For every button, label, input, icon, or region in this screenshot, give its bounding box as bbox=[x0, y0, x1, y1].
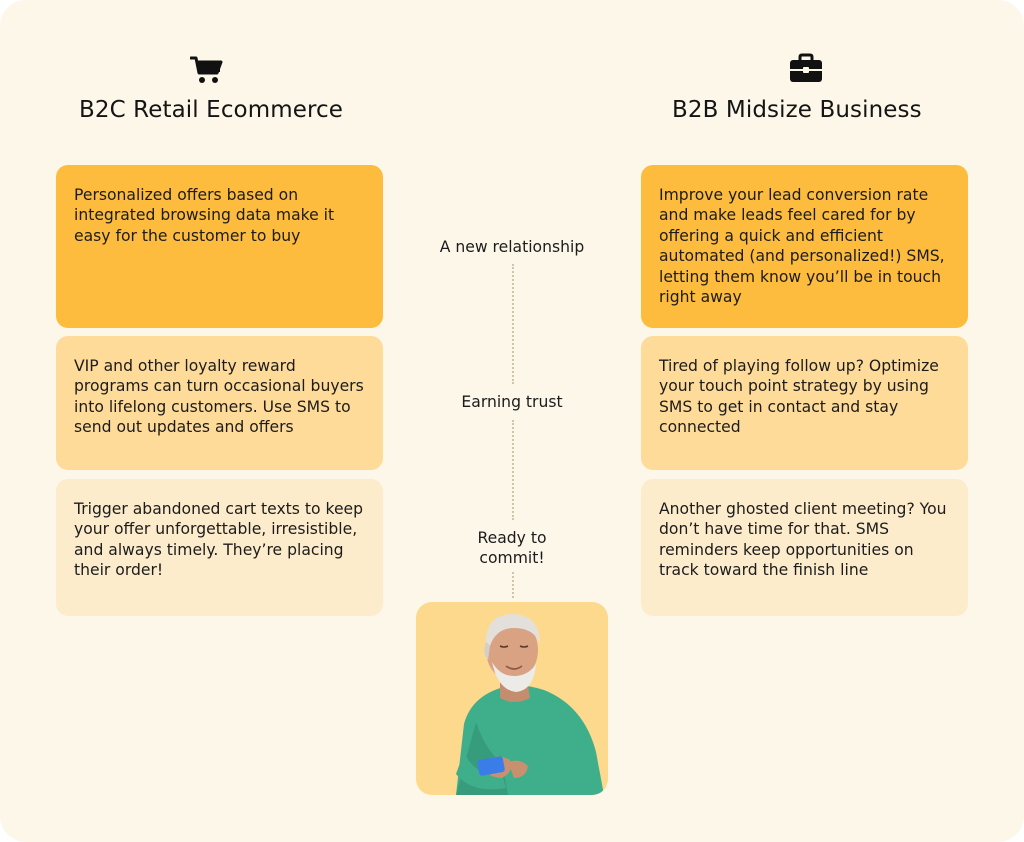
left-card-relationship bbox=[56, 165, 383, 328]
right-card-trust bbox=[641, 336, 968, 470]
briefcase-icon bbox=[789, 53, 823, 85]
stage-label-relationship: A new relationship bbox=[439, 238, 585, 256]
right-column-title: B2B Midsize Business bbox=[672, 97, 922, 123]
dotted-connector bbox=[512, 420, 514, 520]
shopping-cart-icon bbox=[190, 55, 224, 85]
dotted-connector bbox=[512, 264, 514, 384]
left-card-commit bbox=[56, 479, 383, 616]
right-card-relationship bbox=[641, 165, 968, 328]
card-text: Personalized offers based on integrated browsing data make it easy for the customer to buy bbox=[74, 186, 335, 245]
card-text: VIP and other loyalty reward programs can turn occasional buyers into lifelong customers. Use SMS to send out updates and offers bbox=[74, 357, 364, 437]
man-with-phone-illustration bbox=[416, 602, 608, 795]
right-card-commit bbox=[641, 479, 968, 616]
dotted-connector bbox=[512, 572, 514, 598]
stage-label-commit: Ready to commit! bbox=[477, 529, 547, 567]
customer-photo bbox=[416, 602, 608, 795]
left-card-trust bbox=[56, 336, 383, 470]
card-text: Improve your lead conversion rate and make leads feel cared for by offering a quick and efficient automated (and personalized!) SMS, letting them know you’ll be in touch right away bbox=[659, 186, 945, 307]
card-text: Tired of playing follow up? Optimize your touch point strategy by using SMS to get in contact and stay connected bbox=[659, 357, 939, 437]
card-text: Trigger abandoned cart texts to keep your offer unforgettable, irresistible, and always timely. They’re placing their order! bbox=[74, 500, 364, 580]
left-column-title: B2C Retail Ecommerce bbox=[79, 97, 344, 123]
stage-label-trust: Earning trust bbox=[461, 393, 563, 411]
card-text: Another ghosted client meeting? You don’t have time for that. SMS reminders keep opportunities on track toward the finish line bbox=[659, 500, 947, 580]
